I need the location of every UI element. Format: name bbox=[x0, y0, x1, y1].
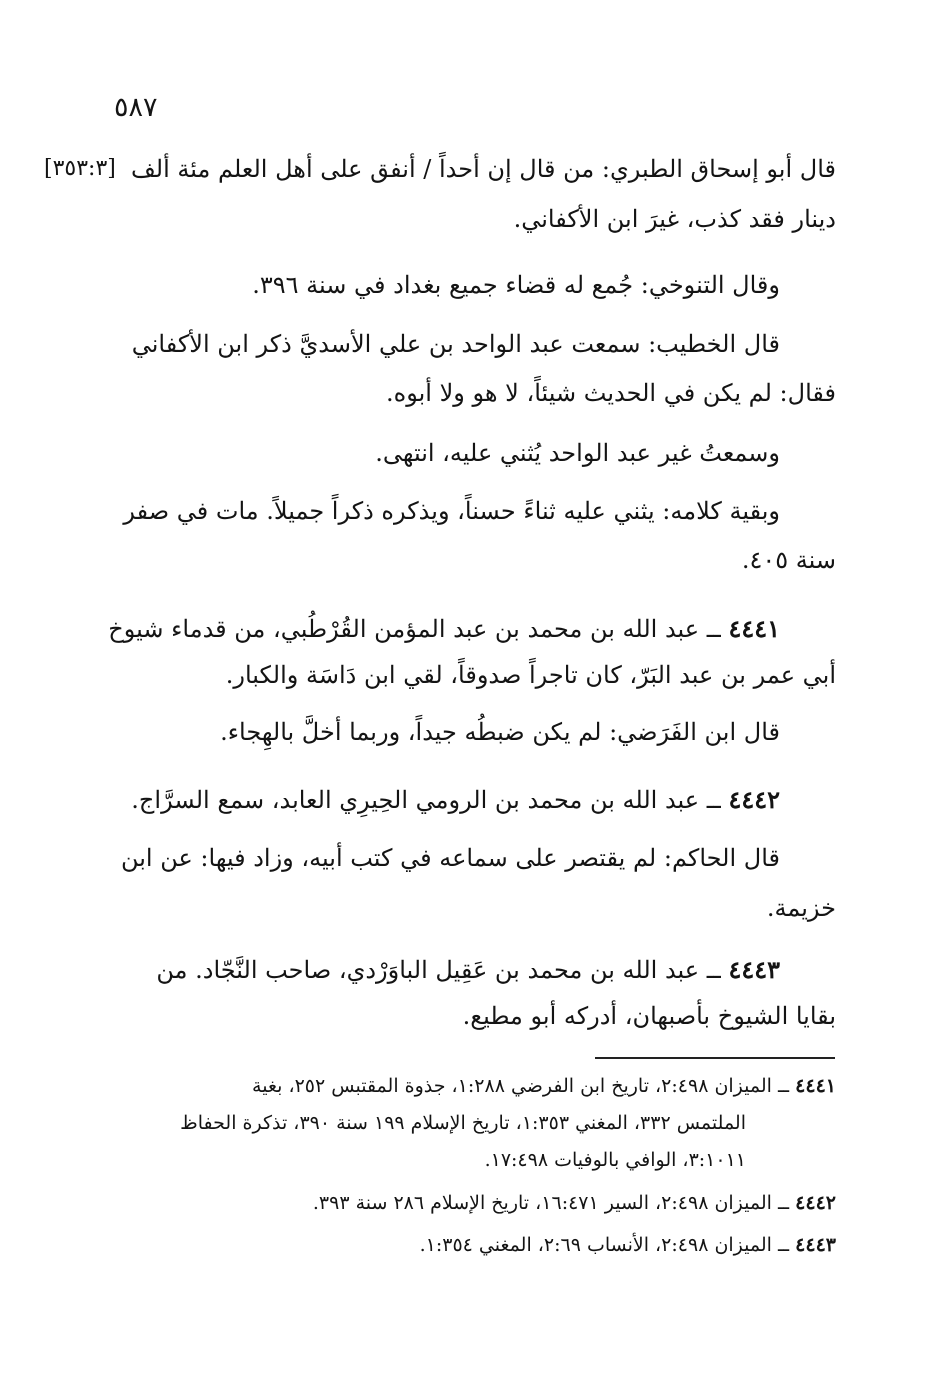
body-line-7: وبقية كلامه: يثني عليه ثناءً حسناً، ويذكره ذكراً جميلاً. مات في صفر bbox=[123, 497, 780, 525]
body-line-3: وقال التنوخي: جُمع له قضاء جميع بغداد في سنة ٣٩٦. bbox=[252, 271, 780, 299]
body-line-1: قال أبو إسحاق الطبري: من قال إن أحداً / أنفق على أهل العلم مئة ألف bbox=[130, 155, 836, 183]
footnote-number: ٤٤٤٢ bbox=[795, 1192, 836, 1214]
footnote-4443-line-1 bbox=[101, 1231, 836, 1259]
footnote-number: ٤٤٤٣ bbox=[795, 1234, 836, 1256]
body-line-5: فقال: لم يكن في الحديث شيئاً، لا هو ولا أبوه. bbox=[385, 379, 836, 407]
body-line-4: قال الخطيب: سمعت عبد الواحد بن علي الأسديَّ ذكر ابن الأكفاني bbox=[131, 330, 780, 358]
body-line-6: وسمعتُ غير عبد الواحد يُثني عليه، انتهى. bbox=[375, 439, 780, 467]
footnote-4441-line-2: الملتمس ٣٣٢، المغني ١:٣٥٣، تاريخ الإسلام ١٩٩ سنة ٣٩٠، تذكرة الحفاظ bbox=[180, 1112, 746, 1134]
entry-text: ــ عبد الله بن محمد بن عَقِيل الباوَرْدي، صاحب النَّجّاد. من bbox=[156, 956, 721, 984]
entry-number: ٤٤٤٢ bbox=[728, 785, 780, 814]
entry-4442-line-2: قال الحاكم: لم يقتصر على سماعه في كتب أبيه، وزاد فيها: عن ابن bbox=[120, 844, 780, 872]
entry-4442-line-1 bbox=[96, 783, 780, 817]
entry-number: ٤٤٤٣ bbox=[728, 955, 780, 984]
entry-4441-line-1 bbox=[96, 612, 780, 646]
footnote-divider bbox=[595, 1057, 835, 1059]
footnote-4441-line-1 bbox=[101, 1072, 836, 1100]
entry-4443-line-1 bbox=[96, 953, 780, 987]
footnote-4441-line-3: ٣:١٠١١، الوافي بالوفيات ١٧:٤٩٨. bbox=[484, 1149, 746, 1171]
volume-reference: [٣٥٣:٣] bbox=[44, 156, 116, 181]
entry-4442-line-3: خزيمة. bbox=[766, 894, 836, 922]
entry-text: ــ عبد الله بن محمد بن الرومي الحِيرِي العابد، سمع السرَّاج. bbox=[131, 786, 721, 814]
entry-number: ٤٤٤١ bbox=[728, 614, 780, 643]
page-number: ٥٨٧ bbox=[114, 92, 158, 123]
entry-4441-line-2: أبي عمر بن عبد البَرّ، كان تاجراً صدوقاً، لقي ابن دَاسَة والكبار. bbox=[225, 661, 836, 689]
footnote-number: ٤٤٤١ bbox=[795, 1075, 836, 1097]
body-line-2: دينار فقد كذب، غيرَ ابن الأكفاني. bbox=[513, 205, 836, 233]
entry-4441-line-3: قال ابن الفَرَضي: لم يكن ضبطُه جيداً، وربما أخلَّ بالهِجاء. bbox=[220, 718, 780, 746]
entry-4443-line-2: بقايا الشيوخ بأصبهان، أدركه أبو مطيع. bbox=[462, 1002, 836, 1030]
footnote-text: ــ الميزان ٢:٤٩٨، السير ١٦:٤٧١، تاريخ الإسلام ٢٨٦ سنة ٣٩٣. bbox=[312, 1192, 790, 1214]
footnote-text: ــ الميزان ٢:٤٩٨، تاريخ ابن الفرضي ١:٢٨٨، جذوة المقتبس ٢٥٢، بغية bbox=[252, 1075, 790, 1097]
body-line-8: سنة ٤٠٥. bbox=[741, 546, 836, 574]
entry-text: ــ عبد الله بن محمد بن عبد المؤمن القُرْطُبي، من قدماء شيوخ bbox=[108, 615, 721, 643]
footnote-4442-line-1 bbox=[101, 1189, 836, 1217]
footnote-text: ــ الميزان ٢:٤٩٨، الأنساب ٢:٦٩، المغني ١:٣٥٤. bbox=[419, 1234, 790, 1256]
